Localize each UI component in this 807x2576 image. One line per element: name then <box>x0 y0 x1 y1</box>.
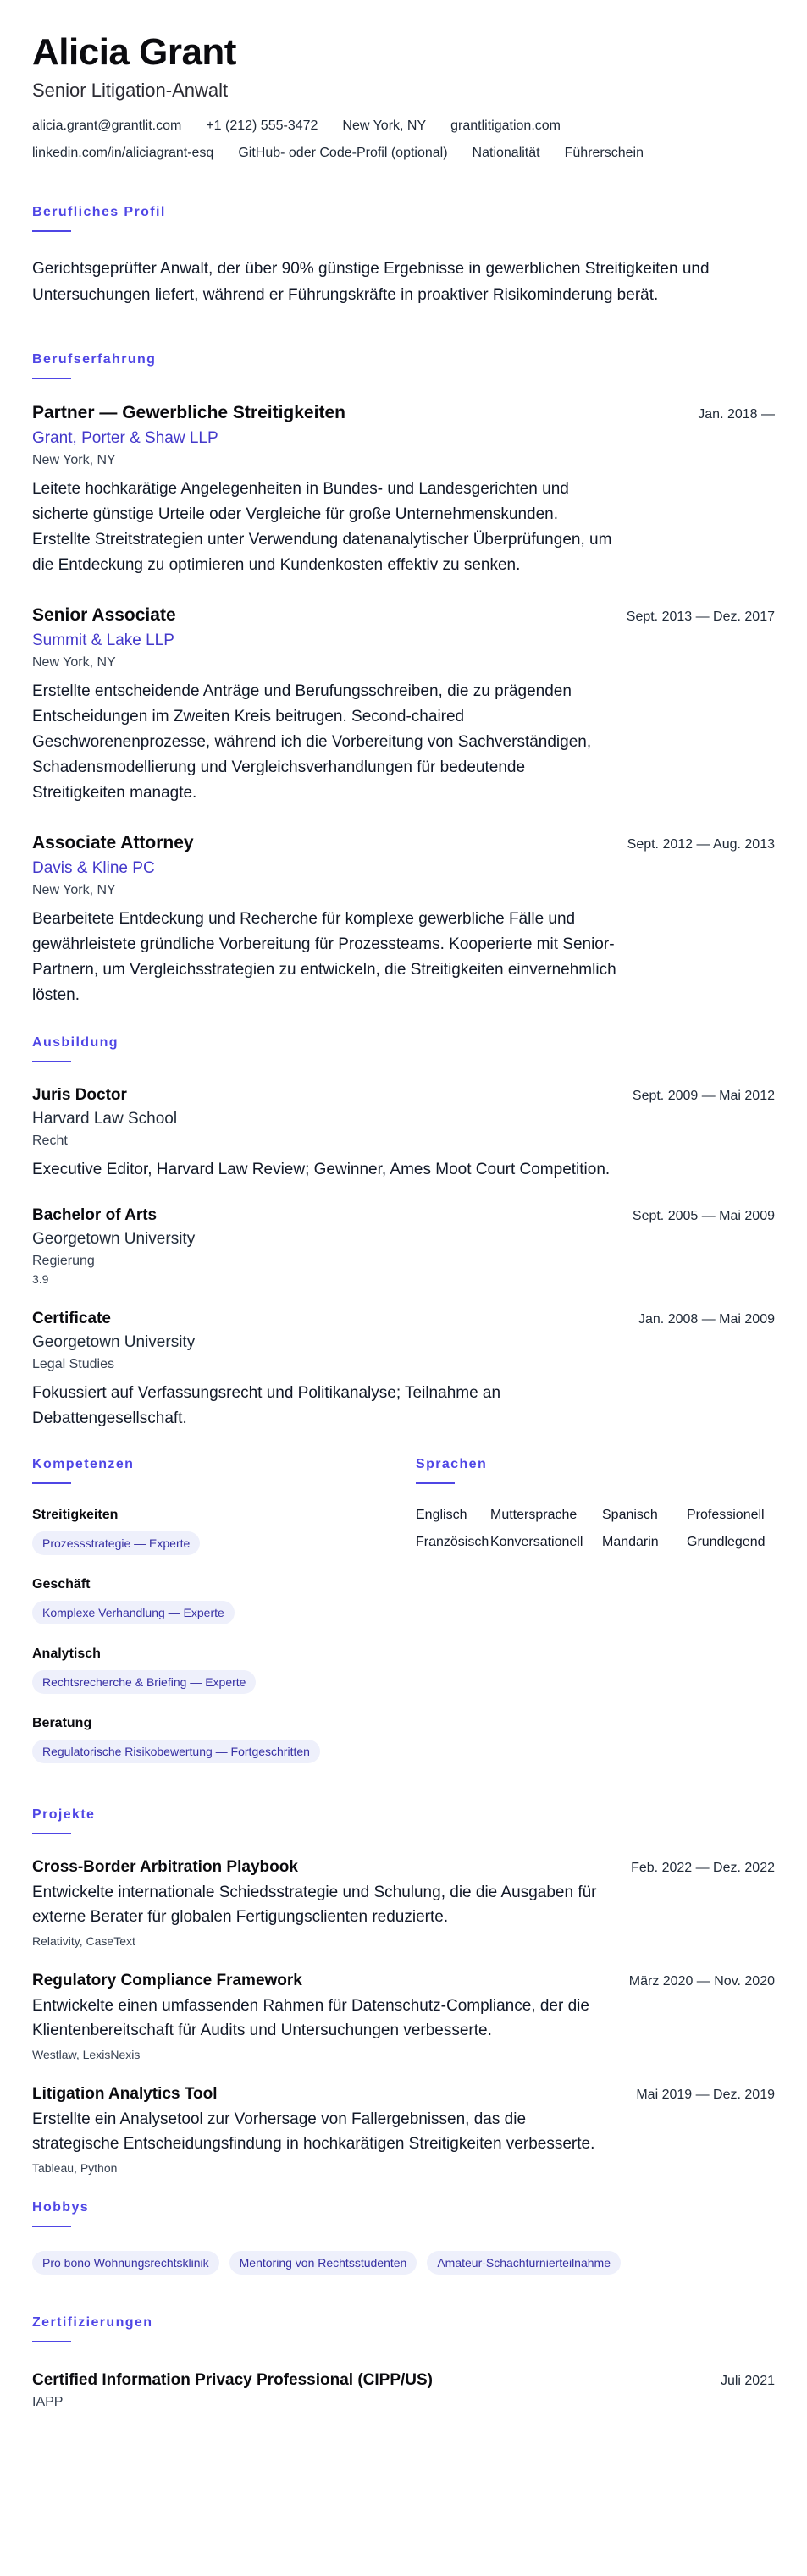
edu-gpa: 3.9 <box>32 1272 49 1287</box>
skill-group <box>32 1716 405 1763</box>
skill-pill: Rechtsrecherche & Briefing — Experte <box>32 1670 256 1694</box>
hobbies-section <box>32 2200 775 2275</box>
skill-category: Geschäft <box>32 1577 91 1592</box>
project-date: Mai 2019 — Dez. 2019 <box>636 2088 775 2103</box>
language-name: Spanisch <box>602 1508 658 1523</box>
education-section <box>32 1035 775 1431</box>
section-divider <box>32 1061 71 1062</box>
job-description: Erstellte entscheidende Anträge und Berufungsschreiben, die zu prägenden Entscheidungen im Zweiten Kreis beitrugen. Second-chaired Geschworenenprozesse, während ich die Vorbereitung von Sachverständigen, Schadensmodellierung und Vergleichsverhandlungen für bedeutende Streitigkeiten managte. <box>32 682 592 803</box>
section-heading: Berufliches Profil <box>32 205 166 220</box>
experience-entry <box>32 605 775 806</box>
edu-date: Sept. 2005 — Mai 2009 <box>632 1209 775 1224</box>
job-company: Davis & Kline PC <box>32 859 155 878</box>
edu-description: Fokussiert auf Verfassungsrecht und Politikanalyse; Teilnahme an Debattengesellschaft. <box>32 1384 501 1428</box>
skill-category: Analytisch <box>32 1647 101 1662</box>
education-entry <box>32 1086 775 1183</box>
experience-entry <box>32 403 775 578</box>
section-heading: Zertifizierungen <box>32 2315 153 2331</box>
edu-school: Georgetown University <box>32 1333 196 1352</box>
project-entry <box>32 2085 775 2175</box>
contact-license: Führerschein <box>564 146 644 161</box>
job-role: Senior Associate <box>32 605 176 626</box>
edu-field: Recht <box>32 1134 68 1149</box>
header <box>32 32 775 161</box>
job-role: Associate Attorney <box>32 833 194 853</box>
edu-school: Harvard Law School <box>32 1110 178 1128</box>
edu-school: Georgetown University <box>32 1230 196 1249</box>
experience-section <box>32 352 775 1008</box>
project-entry <box>32 1972 775 2061</box>
language-name: Französisch <box>416 1535 489 1550</box>
project-date: März 2020 — Nov. 2020 <box>628 1974 775 1989</box>
job-date: Sept. 2012 — Aug. 2013 <box>627 837 775 852</box>
language-level: Muttersprache <box>490 1508 578 1523</box>
section-heading: Berufserfahrung <box>32 352 157 367</box>
section-divider <box>32 2341 71 2342</box>
profile-section <box>32 205 775 308</box>
project-date: Feb. 2022 — Dez. 2022 <box>631 1861 775 1876</box>
cert-org: IAPP <box>32 2395 64 2410</box>
contact-website[interactable]: grantlitigation.com <box>450 119 561 134</box>
candidate-title: Senior Litigation-Anwalt <box>32 80 229 102</box>
projects-section <box>32 1807 775 2175</box>
language-level: Konversationell <box>490 1535 583 1550</box>
language-row <box>416 1508 775 1523</box>
edu-degree: Juris Doctor <box>32 1086 127 1105</box>
project-tech: Relativity, CaseText <box>32 1934 135 1949</box>
skill-pill: Komplexe Verhandlung — Experte <box>32 1601 235 1624</box>
edu-field: Regierung <box>32 1254 95 1269</box>
language-name: Mandarin <box>602 1535 659 1550</box>
job-location: New York, NY <box>32 655 116 670</box>
job-company: Grant, Porter & Shaw LLP <box>32 429 218 448</box>
section-heading: Sprachen <box>416 1457 488 1472</box>
section-heading: Hobbys <box>32 2200 90 2215</box>
education-entry <box>32 1206 775 1286</box>
job-date: Sept. 2013 — Dez. 2017 <box>626 610 775 625</box>
project-entry <box>32 1858 775 1948</box>
section-divider <box>32 2226 71 2227</box>
project-description: Erstellte ein Analysetool zur Vorhersage von Fallergebnissen, das die strategische Entscheidungsfindung in hochkarätigen Streitigkeiten verbesserte. <box>32 2110 595 2154</box>
edu-field: Legal Studies <box>32 1357 114 1372</box>
project-tech: Tableau, Python <box>32 2161 118 2176</box>
candidate-name: Alicia Grant <box>32 31 236 73</box>
skill-category: Beratung <box>32 1716 92 1731</box>
section-divider <box>32 1833 71 1834</box>
section-divider <box>32 230 71 232</box>
section-heading: Kompetenzen <box>32 1457 135 1472</box>
section-divider <box>416 1482 455 1484</box>
hobby-pill: Amateur-Schachturnierteilnahme <box>427 2251 621 2275</box>
hobby-pill: Mentoring von Rechtsstudenten <box>229 2251 417 2275</box>
section-divider <box>32 378 71 379</box>
languages-section <box>416 1457 775 1785</box>
skills-languages-row <box>32 1457 775 1785</box>
contact-email[interactable]: alicia.grant@grantlit.com <box>32 119 182 134</box>
contact-list <box>32 119 775 161</box>
project-description: Entwickelte internationale Schiedsstrategie und Schulung, die die Ausgaben für externe Berater für globalen Fertigungsclienten reduzierte. <box>32 1884 597 1927</box>
language-name: Englisch <box>416 1508 467 1523</box>
edu-description: Executive Editor, Harvard Law Review; Gewinner, Ames Moot Court Competition. <box>32 1161 611 1179</box>
job-role: Partner — Gewerbliche Streitigkeiten <box>32 403 345 423</box>
experience-entry <box>32 833 775 1008</box>
skill-pill: Regulatorische Risikobewertung — Fortgeschritten <box>32 1740 320 1763</box>
contact-phone[interactable]: +1 (212) 555-3472 <box>206 119 318 134</box>
job-company: Summit & Lake LLP <box>32 632 174 650</box>
education-entry <box>32 1310 775 1431</box>
project-title: Litigation Analytics Tool <box>32 2085 218 2104</box>
section-divider <box>32 1482 71 1484</box>
skill-group <box>32 1508 405 1555</box>
skills-section <box>32 1457 405 1785</box>
project-tech: Westlaw, LexisNexis <box>32 2048 141 2062</box>
skill-group <box>32 1647 405 1694</box>
project-description: Entwickelte einen umfassenden Rahmen für Datenschutz-Compliance, der die Klientenbereitschaft für Audits und Untersuchungen verbesserte. <box>32 1997 589 2040</box>
cert-date: Juli 2021 <box>720 2374 775 2389</box>
hobby-list <box>32 2251 775 2275</box>
contact-github[interactable]: GitHub- oder Code-Profil (optional) <box>238 146 448 161</box>
skill-category: Streitigkeiten <box>32 1508 119 1523</box>
skill-pill: Prozessstrategie — Experte <box>32 1531 200 1555</box>
section-heading: Ausbildung <box>32 1035 119 1051</box>
language-row <box>416 1535 775 1550</box>
job-description: Bearbeitete Entdeckung und Recherche für komplexe gewerbliche Fälle und gewährleistete gründliche Vorbereitung für Prozessteams. Kooperierte mit Senior-Partnern, um Vergleichsstrategien zu entwickeln, die Streitigkeiten einvernehmlich lösten. <box>32 910 616 1005</box>
hobby-pill: Pro bono Wohnungsrechtsklinik <box>32 2251 219 2275</box>
job-description: Leitete hochkarätige Angelegenheiten in Bundes- und Landesgerichten und sicherte günstige Urteile oder Vergleiche für große Unternehmenskunden. Erstellte Streitstrategien unter Verwendung datenanalytischer Überprüfungen, um die Entdeckung zu optimieren und Kundenkosten effektiv zu senken. <box>32 480 612 575</box>
project-title: Regulatory Compliance Framework <box>32 1972 302 1990</box>
profile-text: Gerichtsgeprüfter Anwalt, der über 90% günstige Ergebnisse in gewerblichen Streitigkeiten und Untersuchungen liefert, während er Führungskräfte in proaktiver Risikominderung berät. <box>32 260 710 305</box>
job-location: New York, NY <box>32 883 116 898</box>
job-date: Jan. 2018 — <box>698 407 775 422</box>
edu-date: Jan. 2008 — Mai 2009 <box>638 1312 775 1327</box>
section-heading: Projekte <box>32 1807 96 1823</box>
skill-group <box>32 1577 405 1624</box>
language-level: Grundlegend <box>687 1535 766 1550</box>
edu-degree: Bachelor of Arts <box>32 1206 158 1225</box>
job-location: New York, NY <box>32 453 116 468</box>
edu-date: Sept. 2009 — Mai 2012 <box>632 1089 775 1104</box>
project-title: Cross-Border Arbitration Playbook <box>32 1858 298 1877</box>
edu-degree: Certificate <box>32 1310 111 1328</box>
cert-title: Certified Information Privacy Professional (CIPP/US) <box>32 2371 433 2390</box>
certification-entry <box>32 2371 775 2410</box>
contact-location: New York, NY <box>342 119 427 134</box>
contact-nationality: Nationalität <box>472 146 540 161</box>
certifications-section <box>32 2315 775 2410</box>
language-level: Professionell <box>687 1508 765 1523</box>
contact-linkedin[interactable]: linkedin.com/in/aliciagrant-esq <box>32 146 214 161</box>
